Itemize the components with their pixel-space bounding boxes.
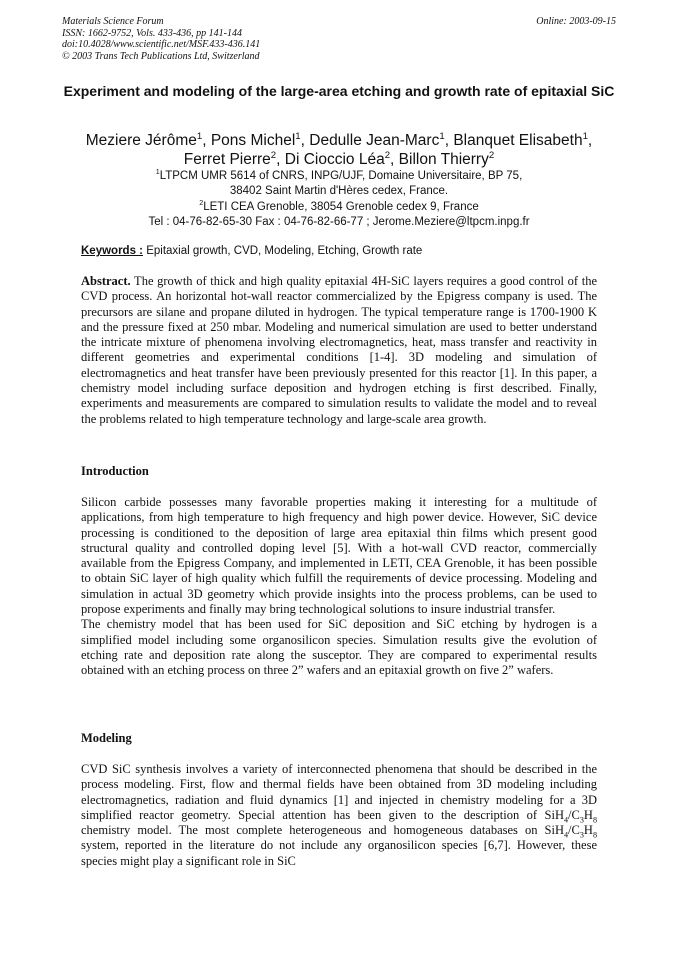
- formula-sih4-c3h8: $SiH_4/C_3H_8$: [544, 807, 597, 825]
- keywords-text: Epitaxial growth, CVD, Modeling, Etching, Growth rate: [143, 245, 423, 257]
- author-name: Dedulle Jean-Marc$^1$,: [309, 130, 454, 149]
- online-date: Online: 2003-09-15: [536, 16, 616, 27]
- section-heading-modeling: Modeling: [81, 731, 132, 745]
- affiliations: [60, 169, 618, 230]
- journal-name: Materials Science Forum: [62, 16, 164, 27]
- abstract-label: Abstract.: [81, 274, 131, 288]
- section-heading-introduction: Introduction: [81, 464, 149, 478]
- introduction-paragraph-2: The chemistry model that has been used for SiC deposition and SiC etching by hydrogen is a simplified model including some organosilicon species. Simulation results give the evolution of etching rate and deposition rate along the susceptor. They are compared to experimental results obtained with an etching process on three 2” wafers and an epitaxial growth on five 2” wafers.: [81, 617, 597, 678]
- author-name: Di Cioccio Léa$^2$,: [284, 149, 399, 168]
- formula-sih4-c3h8: $SiH_4/C_3H_8$: [544, 823, 597, 840]
- author-name: Blanquet Elisabeth$^1$,: [453, 130, 593, 149]
- affiliation-1-address: 38402 Saint Martin d'Hères cedex, France.: [229, 185, 449, 198]
- author-name: Ferret Pierre$^2$,: [183, 149, 285, 168]
- introduction-body: [81, 495, 597, 679]
- author-list: [60, 131, 618, 169]
- keywords-label: Keywords :: [81, 245, 143, 257]
- paper-title: Experiment and modeling of the large-area etching and growth rate of epitaxial SiC: [63, 83, 615, 99]
- copyright-line: © 2003 Trans Tech Publications Ltd, Switzerland: [62, 50, 260, 62]
- keywords: [81, 244, 597, 258]
- issn-line: ISSN: 1662-9752, Vols. 433-436, pp 141-144: [62, 27, 242, 39]
- abstract-text: The growth of thick and high quality epitaxial 4H-SiC layers requires a good control of the CVD process. An horizontal hot-wall reactor commercialized by the Epigress company is used. The precursors are silane and propane diluted in hydrogen. The typical temperature range is 1700-1900 K and the pressure fixed at 250 mbar. Modeling and numerical simulation are used to better understand the intricate mixture of phenomena involving electromagnetics, heat, mass transfer and reactivity in different geometries and experimental conditions [1-4]. 3D modeling and simulation of electromagnetics and heat transfer have been previously presented for this reactor [1]. In this paper, a chemistry model including surface deposition and hydrogen etching is first described. Finally, experiments and measurements are compared to simulation results to validate the model and to reveal the problems related to high temperature technology and large-scale area growth.: [81, 274, 597, 426]
- affiliation-1: $^1$LTPCM UMR 5614 of CNRS, INPG/UJF, Domaine Universitaire, BP 75,: [155, 168, 523, 182]
- publication-info: [62, 16, 260, 62]
- introduction-paragraph-1: Silicon carbide possesses many favorable properties making it interesting for a multitude of applications, from high temperature to high frequency and high power device. However, SiC device processing is conditioned to the deposition of large area epitaxial thin films which present good structural quality and controlled doping level [5]. With a hot-wall CVD reactor, commercially available from the Epigress Company, and implemented in LETI, CEA Grenoble, it has been possible to obtain SiC layer of high quality which fulfill the requirements of device processing. Modeling and simulation in actual 3D geometry which provide insights into the process problems, can be used to propose experiments and finally may bring technological solutions to insure industrial transfer.: [81, 495, 597, 617]
- author-name: Meziere Jérôme$^1$,: [85, 130, 211, 149]
- doi-line: doi:10.4028/www.scientific.net/MSF.433-436.141: [62, 39, 261, 50]
- affiliation-2: $^2$LETI CEA Grenoble, 38054 Grenoble cedex 9, France: [199, 198, 479, 213]
- abstract: [81, 274, 597, 427]
- modeling-paragraph-1: CVD SiC synthesis involves a variety of interconnected phenomena that should be described in the process modeling. First, flow and thermal fields have been obtained from 3D modeling including electromagnetics, radiation and fluid dynamics [1] and injected in chemistry modeling for a 3D simplified reactor geometry. Special attention has been given to the description of $SiH_4/C_3H_8$ chemistry model. The most complete heterogeneous and homogeneous databases on $SiH_4/C_3H_8$ system, reported in the literature do not include any organosilicon species [6,7]. However, these species might play a significant role in SiC: [81, 762, 597, 868]
- author-name: Billon Thierry$^2$: [398, 149, 495, 168]
- contact-info: Tel : 04-76-82-65-30 Fax : 04-76-82-66-77 ; Jerome.Meziere@ltpcm.inpg.fr: [148, 215, 530, 228]
- modeling-body: [81, 762, 597, 869]
- author-name: Pons Michel$^1$,: [210, 130, 310, 149]
